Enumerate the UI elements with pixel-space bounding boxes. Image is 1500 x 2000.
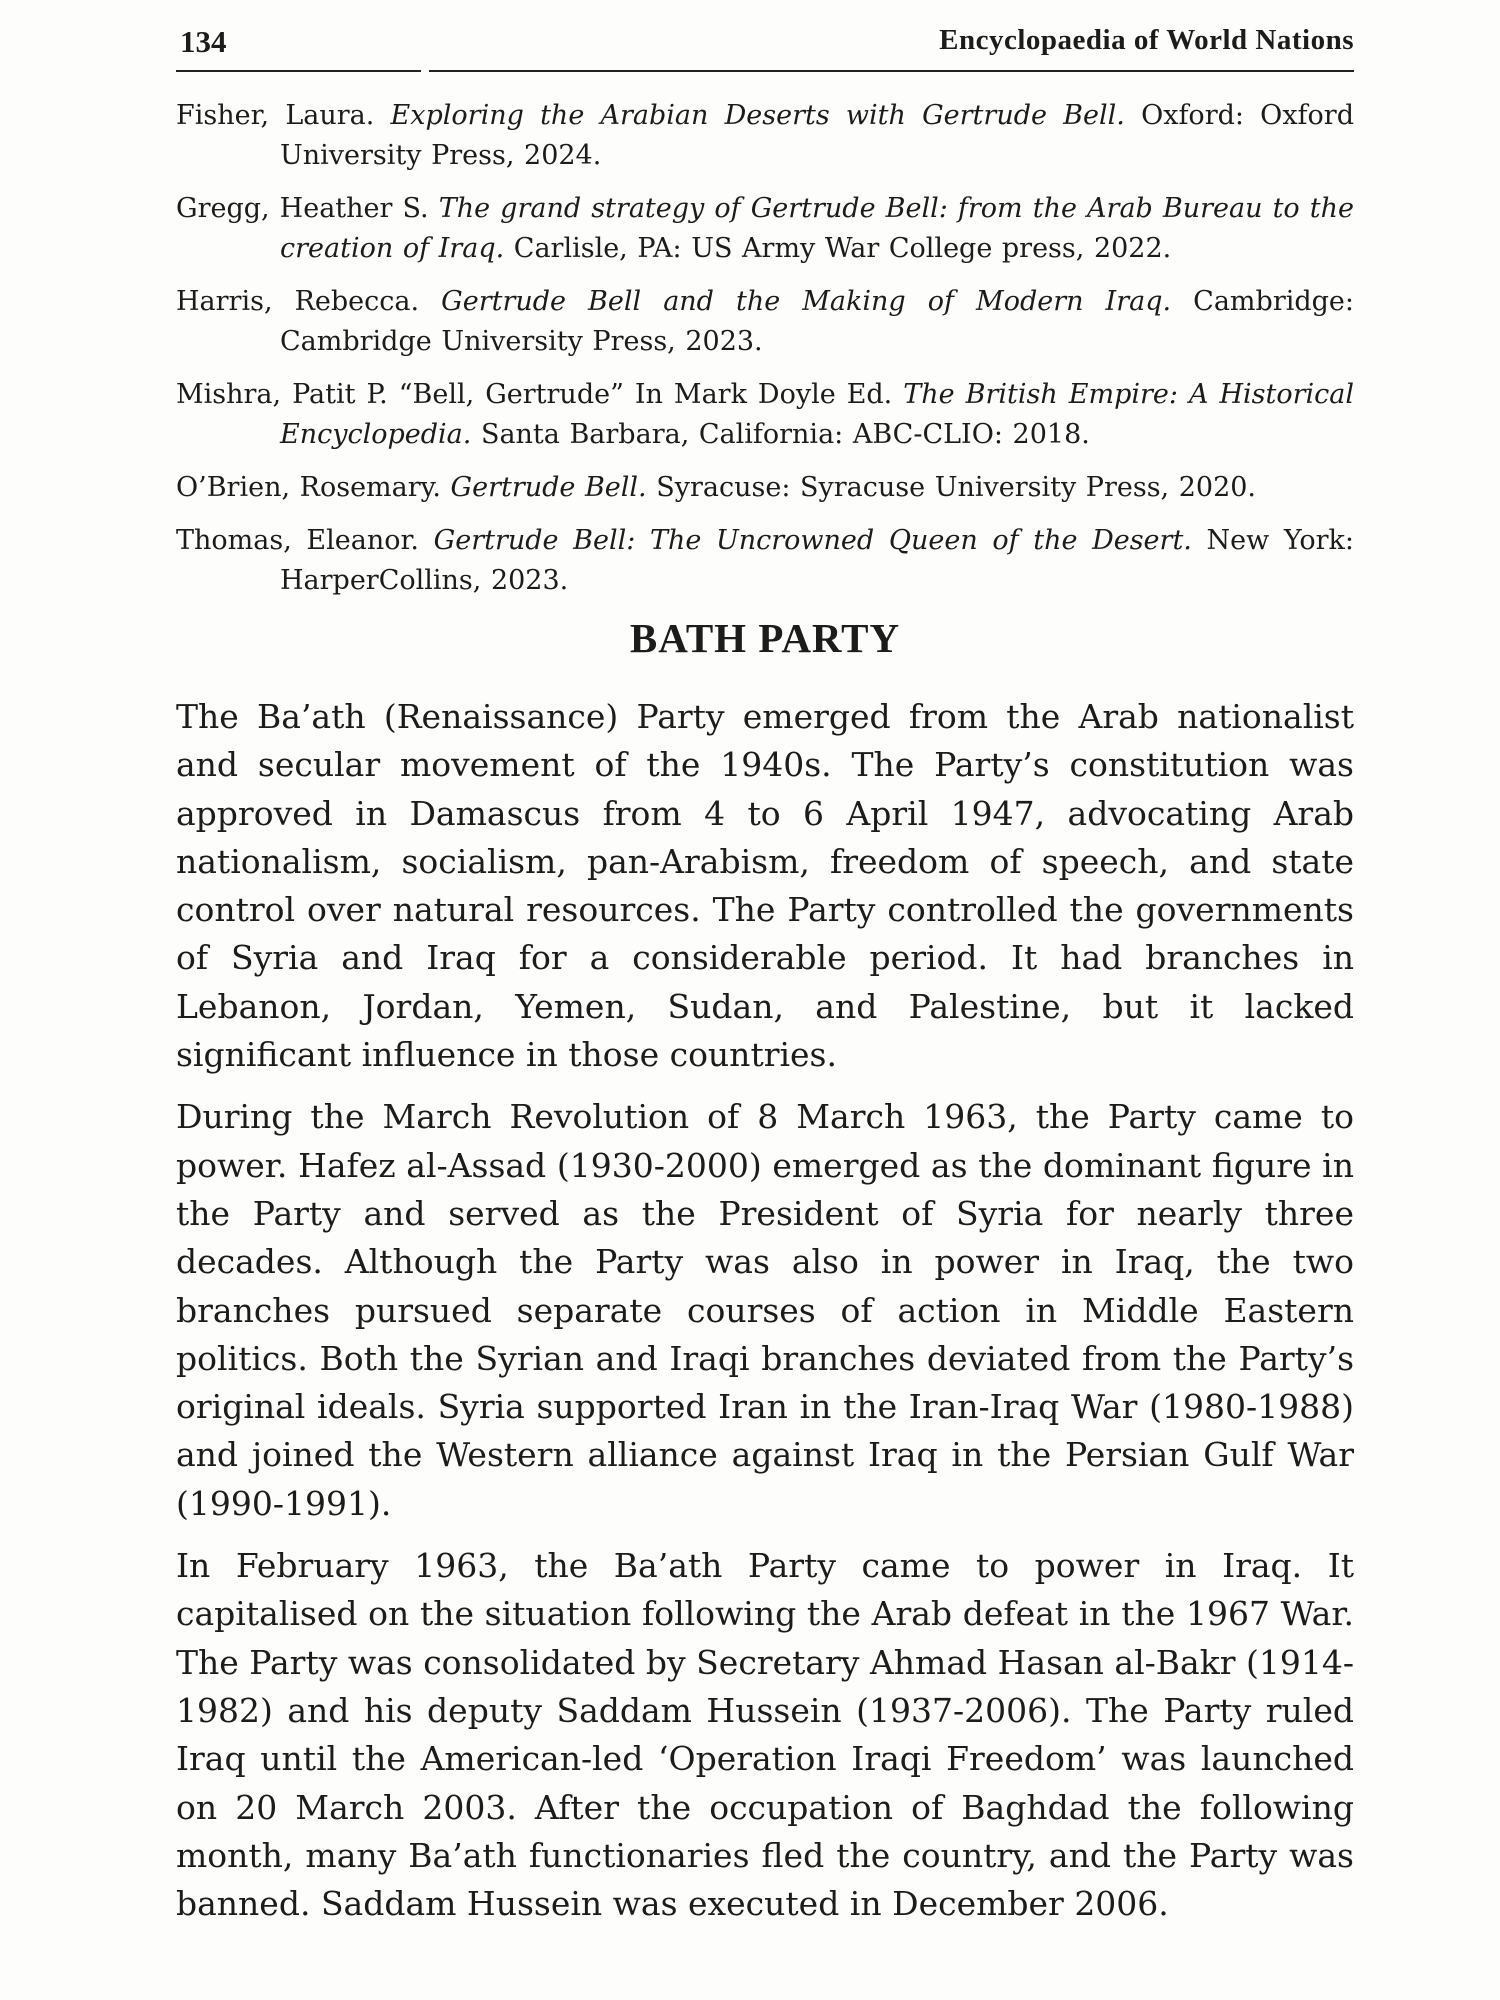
body-paragraph: The Ba’ath (Renaissance) Party emerged from the Arab nationalist and secular movement of the 1940s. The Party’s constitution was approved in Damascus from 4 to 6 April 1947, advocating Arab nationalism, socialism, pan-Arabism, freedom of speech, and state control over natural resources. The Party controlled the governments of Syria and Iraq for a considerable period. It had branches in Lebanon, Jordan, Yemen, Sudan, and Palestine, but it lacked significant influence in those countries. xyxy=(176,697,1354,1075)
reference-title: Gertrude Bell: The Uncrowned Queen of the Desert. xyxy=(433,525,1192,556)
reference-publication: New York: HarperCollins, 2023. xyxy=(280,525,1354,596)
body-paragraph: During the March Revolution of 8 March 1963, the Party came to power. Hafez al-Assad (1930-2000) emerged as the dominant figure in the Party and served as the President of Syria for nearly three decades. Although the Party was also in power in Iraq, the two branches pursued separate courses of action in Middle Eastern politics. Both the Syrian and Iraqi branches deviated from the Party’s original ideals. Syria supported Iran in the Iran-Iraq War (1980-1988) and joined the Western alliance against Iraq in the Persian Gulf War (1990-1991). xyxy=(176,1097,1354,1523)
section-body xyxy=(176,693,1354,1942)
reference-publication: Santa Barbara, California: ABC-CLIO: 2018. xyxy=(480,419,1090,450)
page-number: 134 xyxy=(180,24,227,59)
reference-entry xyxy=(176,375,1354,455)
page-header xyxy=(176,22,1354,72)
reference-author: Fisher, Laura. xyxy=(176,100,375,131)
running-title: Encyclopaedia of World Nations xyxy=(939,24,1354,56)
reference-author: Harris, Rebecca. xyxy=(176,286,420,317)
reference-title: Exploring the Arabian Deserts with Gertrude Bell. xyxy=(390,100,1125,131)
reference-author: O’Brien, Rosemary. xyxy=(176,472,441,503)
reference-entry xyxy=(176,468,1354,508)
reference-title: The British Empire: A Historical Encyclopedia. xyxy=(280,379,1354,450)
reference-entry xyxy=(176,189,1354,269)
body-paragraph: In February 1963, the Ba’ath Party came to power in Iraq. It capitalised on the situation following the Arab defeat in the 1967 War. The Party was consolidated by Secretary Ahmad Hasan al-Bakr (1914-1982) and his deputy Saddam Hussein (1937-2006). The Party ruled Iraq until the American-led ‘Operation Iraqi Freedom’ was launched on 20 March 2003. After the occupation of Baghdad the following month, many Ba’ath functionaries fled the country, and the Party was banned. Saddam Hussein was executed in December 2006. xyxy=(176,1546,1354,1924)
header-rule-left xyxy=(176,70,421,72)
reference-author: Thomas, Eleanor. xyxy=(176,525,420,556)
section-heading: BATH PARTY xyxy=(629,615,901,661)
reference-publication: Carlisle, PA: US Army War College press, 2022. xyxy=(513,233,1172,264)
reference-publication: Oxford: Oxford University Press, 2024. xyxy=(280,100,1354,171)
reference-entry xyxy=(176,96,1354,176)
reference-list xyxy=(176,96,1354,614)
reference-publication: Syracuse: Syracuse University Press, 2020. xyxy=(656,472,1257,503)
reference-entry xyxy=(176,521,1354,601)
reference-title: Gertrude Bell and the Making of Modern Iraq. xyxy=(441,286,1172,317)
reference-author: Gregg, Heather S. xyxy=(176,193,429,224)
reference-publication: Cambridge: Cambridge University Press, 2023. xyxy=(280,286,1354,357)
reference-title: The grand strategy of Gertrude Bell: from the Arab Bureau to the creation of Iraq. xyxy=(280,193,1354,264)
reference-title: Gertrude Bell. xyxy=(450,472,647,503)
reference-entry xyxy=(176,282,1354,362)
header-rule-right xyxy=(429,70,1354,72)
reference-author: Mishra, Patit P. “Bell, Gertrude” In Mark Doyle Ed. xyxy=(176,379,893,410)
